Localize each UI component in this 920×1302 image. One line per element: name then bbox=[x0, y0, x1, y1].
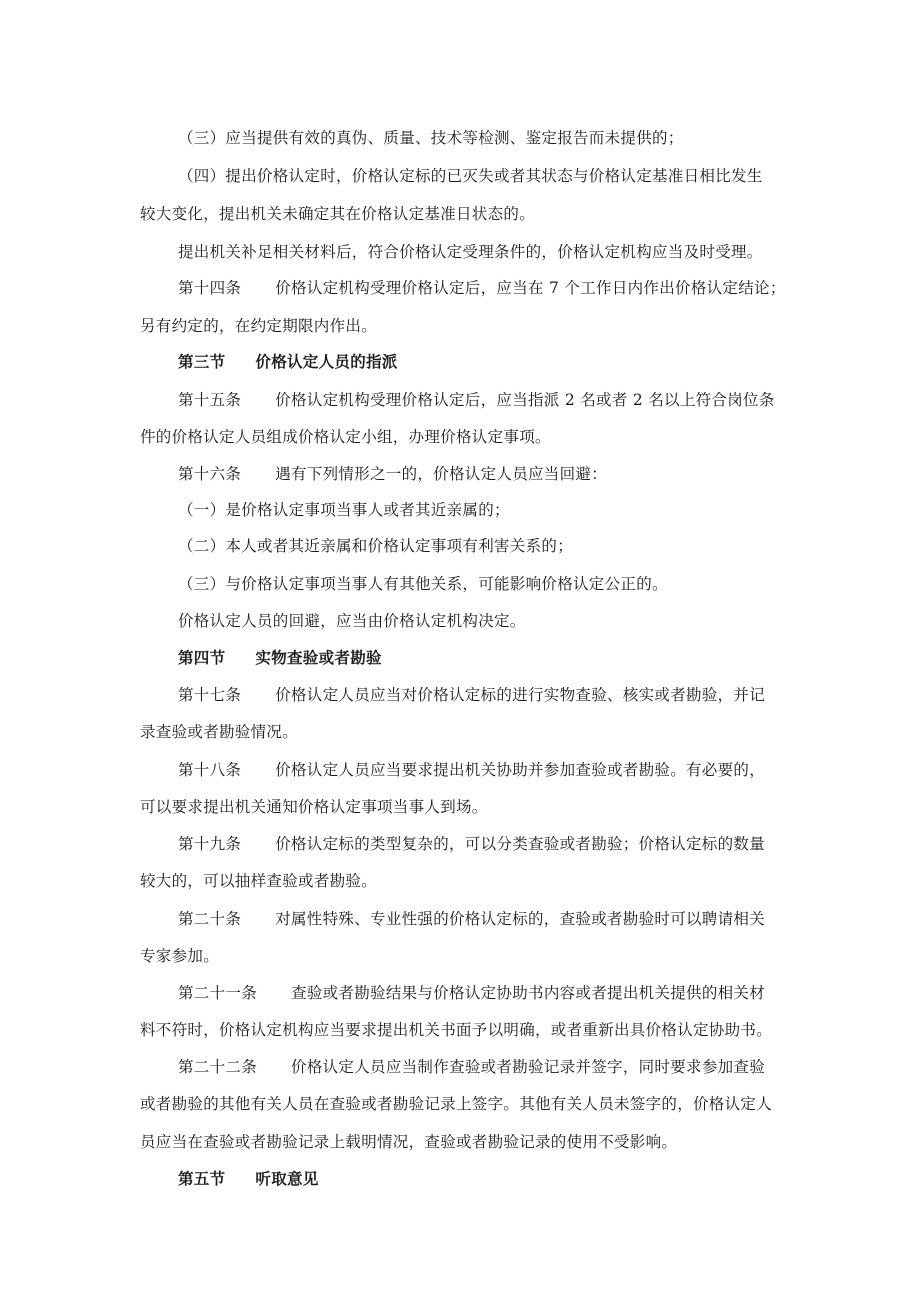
article-text: 价格认定机构受理价格认定后，应当指派 2 名或者 2 名以上符合岗位条 bbox=[275, 391, 775, 409]
article-label: 第二十一条 bbox=[178, 984, 258, 1002]
paragraph-line: 提出机关补足相关材料后，符合价格认定受理条件的，价格认定机构应当及时受理。 bbox=[178, 243, 763, 261]
section-label: 第四节 bbox=[178, 648, 226, 667]
article-text: 价格认定人员应当要求提出机关协助并参加查验或者勘验。有必要的， bbox=[275, 761, 766, 779]
article-label: 第十七条 bbox=[178, 686, 242, 704]
article-text: 遇有下列情形之一的，价格认定人员应当回避： bbox=[275, 465, 608, 483]
paragraph-line: 专家参加。 bbox=[140, 947, 220, 965]
section-title: 听取意见 bbox=[255, 1169, 319, 1188]
article-line bbox=[178, 464, 607, 484]
article-line bbox=[178, 278, 786, 298]
article-line bbox=[178, 390, 775, 410]
article-label: 第二十条 bbox=[178, 910, 242, 928]
article-text: 对属性特殊、专业性强的价格认定标的，查验或者勘验时可以聘请相关 bbox=[275, 910, 766, 928]
section-label: 第五节 bbox=[178, 1169, 226, 1188]
article-line bbox=[178, 834, 765, 854]
paragraph-line: （一）是价格认定事项当事人或者其近亲属的； bbox=[178, 501, 510, 519]
article-text: 价格认定标的类型复杂的，可以分类查验或者勘验；价格认定标的数量 bbox=[275, 835, 766, 853]
paragraph-line: 较大的，可以抽样查验或者勘验。 bbox=[140, 872, 378, 890]
article-line bbox=[178, 1057, 765, 1077]
article-text: 价格认定机构受理价格认定后，应当在 7 个工作日内作出价格认定结论； bbox=[275, 279, 786, 297]
section-title: 实物查验或者勘验 bbox=[255, 648, 382, 667]
paragraph-line: 员应当在查验或者勘验记录上载明情况，查验或者勘验记录的使用不受影响。 bbox=[140, 1133, 678, 1151]
section-title: 价格认定人员的指派 bbox=[255, 352, 398, 371]
article-line bbox=[178, 983, 765, 1003]
article-label: 第十五条 bbox=[178, 391, 242, 409]
paragraph-line: （三）应当提供有效的真伪、质量、技术等检测、鉴定报告而未提供的； bbox=[178, 129, 684, 147]
article-label: 第十九条 bbox=[178, 835, 242, 853]
paragraph-line: 录查验或者勘验情况。 bbox=[140, 723, 299, 741]
paragraph-line: （二）本人或者其近亲属和价格认定事项有利害关系的； bbox=[178, 537, 574, 555]
article-line bbox=[178, 760, 765, 780]
paragraph-line: 件的价格认定人员组成价格认定小组，办理价格认定事项。 bbox=[140, 428, 551, 446]
paragraph-line: 另有约定的，在约定期限内作出。 bbox=[140, 317, 378, 335]
article-label: 第十四条 bbox=[178, 279, 242, 297]
paragraph-line: 或者勘验的其他有关人员在查验或者勘验记录上签字。其他有关人员未签字的，价格认定人 bbox=[140, 1095, 773, 1113]
paragraph-line: 较大变化，提出机关未确定其在价格认定基准日状态的。 bbox=[140, 205, 536, 223]
section-label: 第三节 bbox=[178, 352, 226, 371]
section-heading bbox=[178, 1169, 319, 1189]
paragraph-line: （三）与价格认定事项当事人有其他关系，可能影响价格认定公正的。 bbox=[178, 575, 668, 593]
article-text: 价格认定人员应当制作查验或者勘验记录并签字，同时要求参加查验 bbox=[291, 1058, 766, 1076]
article-line bbox=[178, 685, 765, 705]
article-text: 价格认定人员应当对价格认定标的进行实物查验、核实或者勘验，并记 bbox=[275, 686, 766, 704]
article-text: 查验或者勘验结果与价格认定协助书内容或者提出机关提供的相关材 bbox=[291, 984, 766, 1002]
section-heading bbox=[178, 648, 382, 668]
article-label: 第十八条 bbox=[178, 761, 242, 779]
paragraph-line: 料不符时，价格认定机构应当要求提出机关书面予以明确，或者重新出具价格认定协助书。 bbox=[140, 1021, 773, 1039]
article-line bbox=[178, 909, 765, 929]
paragraph-line: （四）提出价格认定时，价格认定标的已灭失或者其状态与价格认定基准日相比发生 bbox=[178, 167, 763, 185]
paragraph-line: 价格认定人员的回避，应当由价格认定机构决定。 bbox=[178, 612, 526, 630]
paragraph-line: 可以要求提出机关通知价格认定事项当事人到场。 bbox=[140, 798, 488, 816]
article-label: 第二十二条 bbox=[178, 1058, 258, 1076]
article-label: 第十六条 bbox=[178, 465, 242, 483]
section-heading bbox=[178, 352, 398, 372]
